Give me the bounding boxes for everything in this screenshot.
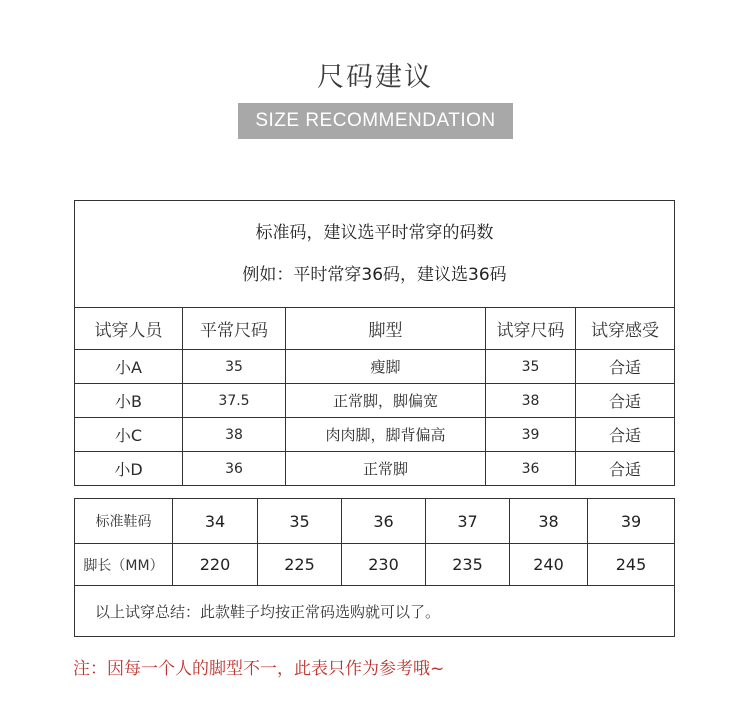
tried-size: 38 [486, 384, 576, 418]
header-tester: 试穿人员 [75, 308, 183, 350]
foot-length-value: 235 [426, 544, 510, 586]
tried-size: 35 [486, 350, 576, 384]
foot-length-value: 230 [342, 544, 426, 586]
tester-name: 小B [75, 384, 183, 418]
page-subtitle-banner: SIZE RECOMMENDATION [238, 103, 513, 139]
summary-row [75, 586, 675, 637]
foot-length-row [75, 544, 675, 586]
shoe-size-value: 38 [510, 499, 588, 544]
tried-size: 36 [486, 452, 576, 486]
disclaimer-note: 注：因每一个人的脚型不一，此表只作为参考哦~ [73, 659, 445, 679]
try-on-table [74, 200, 675, 486]
usual-size: 37.5 [183, 384, 286, 418]
foot-length-label: 脚长（MM） [75, 544, 173, 586]
usual-size: 36 [183, 452, 286, 486]
table-row [75, 452, 675, 486]
foot-type: 肉肉脚，脚背偏高 [286, 418, 486, 452]
fit-feeling: 合适 [576, 452, 675, 486]
foot-length-value: 220 [173, 544, 258, 586]
size-chart-table [74, 498, 675, 637]
header-tried-size: 试穿尺码 [486, 308, 576, 350]
fit-feeling: 合适 [576, 384, 675, 418]
shoe-size-value: 35 [258, 499, 342, 544]
shoe-size-value: 39 [588, 499, 675, 544]
header-usual-size: 平常尺码 [183, 308, 286, 350]
foot-type: 正常脚 [286, 452, 486, 486]
intro-cell [75, 201, 675, 308]
table-row [75, 418, 675, 452]
table-row [75, 350, 675, 384]
shoe-size-value: 37 [426, 499, 510, 544]
foot-length-value: 245 [588, 544, 675, 586]
shoe-size-value: 36 [342, 499, 426, 544]
fit-feeling: 合适 [576, 418, 675, 452]
foot-type: 正常脚，脚偏宽 [286, 384, 486, 418]
intro-line-1: 标准码，建议选平时常穿的码数 [255, 223, 494, 243]
tester-name: 小D [75, 452, 183, 486]
usual-size: 38 [183, 418, 286, 452]
tester-name: 小A [75, 350, 183, 384]
table-header-row [75, 308, 675, 350]
page-title: 尺码建议 [317, 62, 433, 93]
header-fit-feeling: 试穿感受 [576, 308, 675, 350]
foot-type: 瘦脚 [286, 350, 486, 384]
intro-line-2: 例如：平时常穿36码，建议选36码 [242, 265, 507, 285]
summary-text: 以上试穿总结：此款鞋子均按正常码选购就可以了。 [75, 586, 675, 637]
header-foot-type: 脚型 [286, 308, 486, 350]
table-row [75, 384, 675, 418]
tried-size: 39 [486, 418, 576, 452]
shoe-size-row [75, 499, 675, 544]
fit-feeling: 合适 [576, 350, 675, 384]
shoe-size-value: 34 [173, 499, 258, 544]
shoe-size-label: 标准鞋码 [75, 499, 173, 544]
foot-length-value: 225 [258, 544, 342, 586]
tester-name: 小C [75, 418, 183, 452]
usual-size: 35 [183, 350, 286, 384]
foot-length-value: 240 [510, 544, 588, 586]
